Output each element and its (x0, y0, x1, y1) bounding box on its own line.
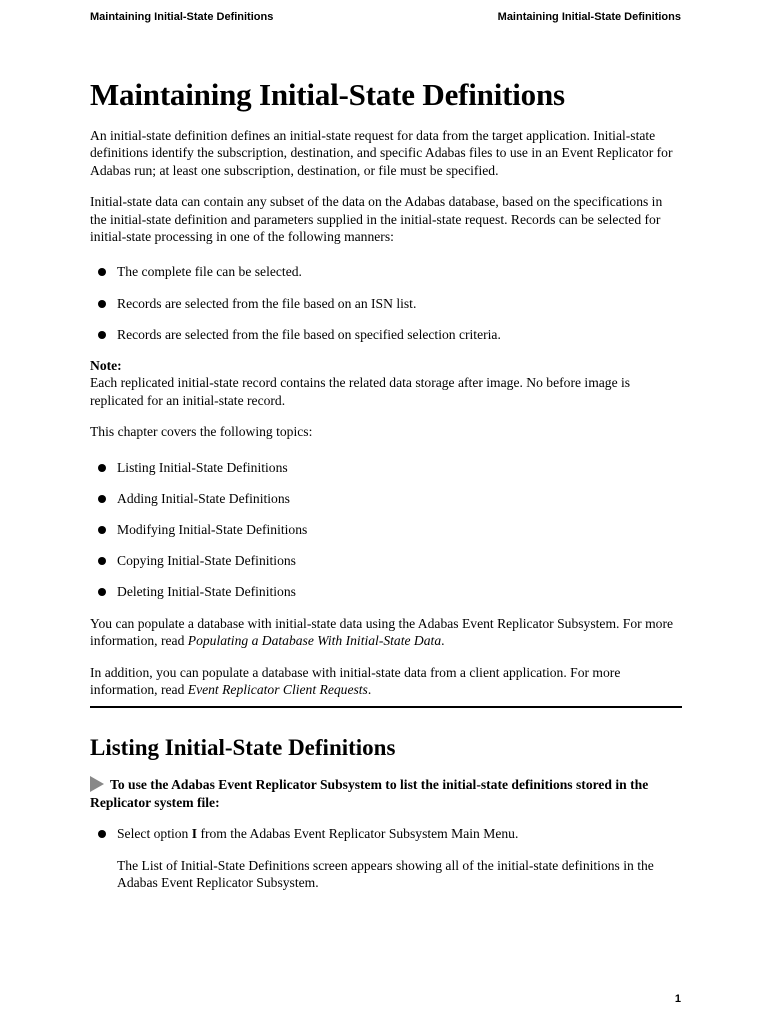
bullet-icon (98, 464, 106, 472)
procedure-heading: To use the Adabas Event Replicator Subsystem to list the initial-state definitions stored in the Replicator system file: (90, 777, 649, 810)
intro-paragraph-1: An initial-state definition defines an initial-state request for data from the target application. Initial-state definitions identify the subscription, destination, and specific Adabas files to use in an Event Replicator for Adabas run; at least one subscription, destination, or file must be specified. (90, 128, 673, 178)
running-header-right: Maintaining Initial-State Definitions (497, 11, 681, 23)
populating-link[interactable]: Populating a Database With Initial-State Data (187, 633, 442, 649)
section-divider (90, 706, 682, 708)
topic-link-adding[interactable]: Adding Initial-State Definitions (117, 490, 290, 506)
list-item: The complete file can be selected. (90, 263, 682, 280)
topic-link-listing[interactable]: Listing Initial-State Definitions (117, 459, 288, 475)
topics-list (90, 459, 682, 601)
note (90, 357, 682, 409)
list-item (90, 490, 682, 507)
bullet-icon (98, 557, 106, 565)
procedure-arrow-icon (90, 776, 104, 792)
bullet-icon (98, 331, 106, 339)
document-body (90, 76, 682, 891)
selection-manners-list (90, 263, 682, 343)
intro-paragraph-2: Initial-state data can contain any subset of the data on the Adabas database, based on the specifications in the initial-state definition and parameters supplied in the initial-state request. Records can be selected for initial-state processing in one of the following manners: (90, 194, 663, 245)
list-item (90, 459, 682, 476)
page-number: 1 (674, 993, 681, 1005)
list-item (90, 583, 682, 600)
bullet-icon (98, 300, 106, 308)
note-label: Note: (90, 358, 122, 374)
list-item: Records are selected from the file based on an ISN list. (90, 295, 682, 312)
topic-link-copying[interactable]: Copying Initial-State Definitions (117, 553, 296, 569)
section-heading: Listing Initial-State Definitions (90, 735, 396, 761)
note-text: Each replicated initial-state record contains the related data storage after image. No before image is replicated for an initial-state record. (90, 375, 631, 408)
bullet-icon (98, 268, 106, 276)
bullet-icon (98, 588, 106, 596)
procedure-steps (90, 825, 682, 842)
list-item (90, 521, 682, 538)
bullet-icon (98, 830, 106, 838)
list-item (90, 552, 682, 569)
step-result: The List of Initial-State Definitions screen appears showing all of the initial-state definitions in the Adabas Event Replicator Subsystem. (117, 857, 654, 890)
client-requests-link[interactable]: Event Replicator Client Requests (187, 681, 368, 697)
list-item: Records are selected from the file based on specified selection criteria. (90, 326, 682, 343)
topic-link-modifying[interactable]: Modifying Initial-State Definitions (117, 522, 308, 538)
page-title: Maintaining Initial-State Definitions (90, 77, 565, 112)
populate-paragraph-2: In addition, you can populate a database with initial-state data from a client application. For more information, read Event Replicator Client Requests. (90, 664, 621, 697)
bullet-icon (98, 526, 106, 534)
running-header-left: Maintaining Initial-State Definitions (90, 11, 274, 23)
topics-intro: This chapter covers the following topics: (90, 424, 313, 440)
list-item: Select option I from the Adabas Event Replicator Subsystem Main Menu. (90, 825, 682, 842)
topic-link-deleting[interactable]: Deleting Initial-State Definitions (117, 584, 296, 600)
populate-paragraph-1: You can populate a database with initial-state data using the Adabas Event Replicator Subsystem. For more information, read Populating a Database With Initial-State Data. (90, 615, 674, 649)
option-code: I (191, 826, 198, 842)
bullet-icon (98, 495, 106, 503)
